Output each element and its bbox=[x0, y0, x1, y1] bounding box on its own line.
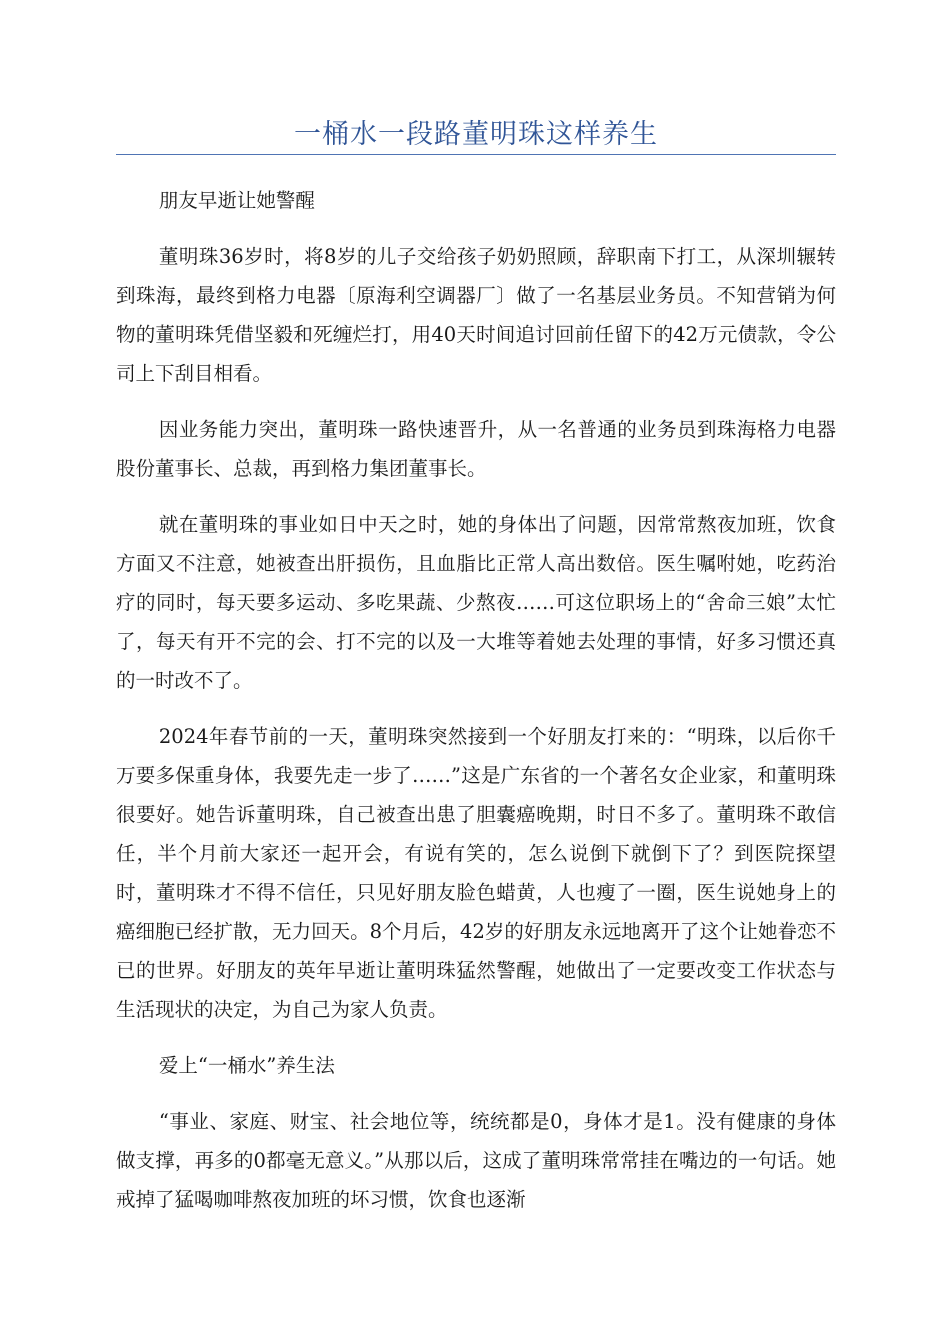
paragraph: 董明珠36岁时，将8岁的儿子交给孩子奶奶照顾，辞职南下打工，从深圳辗转到珠海，最终到格力电器〔原海利空调器厂〕做了一名基层业务员。不知营销为何物的董明珠凭借坚毅和死缠烂打，用40天时间追讨回前任留下的42万元债款，令公司上下刮目相看。 bbox=[116, 245, 836, 385]
document-page bbox=[116, 0, 836, 1236]
paragraph: “事业、家庭、财宝、社会地位等，统统都是0，身体才是1。没有健康的身体做支撑，再多的0都毫无意义。”从那以后，这成了董明珠常常挂在嘴边的一句话。她戒掉了猛喝咖啡熬夜加班的坏习惯，饮食也逐渐 bbox=[116, 1110, 836, 1211]
document-title: 一桶水一段路董明珠这样养生 bbox=[294, 119, 658, 150]
paragraph: 2024年春节前的一天，董明珠突然接到一个好朋友打来的：“明珠，以后你千万要多保重身体，我要先走一步了……”这是广东省的一个著名女企业家，和董明珠很要好。她告诉董明珠，自己被查出患了胆囊癌晚期，时日不多了。董明珠不敢信任，半个月前大家还一起开会，有说有笑的，怎么说倒下就倒下了？到医院探望时，董明珠才不得不信任，只见好朋友脸色蜡黄，人也瘦了一圈，医生说她身上的癌细胞已经扩散，无力回天。8个月后，42岁的好朋友永远地离开了这个让她眷恋不已的世界。好朋友的英年早逝让董明珠猛然警醒，她做出了一定要改变工作状态与生活现状的决定，为自己为家人负责。 bbox=[116, 725, 836, 1021]
paragraph: 就在董明珠的事业如日中天之时，她的身体出了问题，因常常熬夜加班，饮食方面又不注意，她被查出肝损伤，且血脂比正常人高出数倍。医生嘱咐她，吃药治疗的同时，每天要多运动、多吃果蔬、少熬夜……可这位职场上的“舍命三娘”太忙了，每天有开不完的会、打不完的以及一大堆等着她去处理的事情，好多习惯还真的一时改不了。 bbox=[116, 513, 836, 692]
section-heading: 爱上“一桶水”养生法 bbox=[158, 1054, 335, 1077]
section-heading: 朋友早逝让她警醒 bbox=[158, 189, 315, 212]
paragraph: 因业务能力突出，董明珠一路快速晋升，从一名普通的业务员到珠海格力电器股份董事长、总裁，再到格力集团董事长。 bbox=[116, 418, 836, 480]
document-body bbox=[116, 155, 836, 1219]
